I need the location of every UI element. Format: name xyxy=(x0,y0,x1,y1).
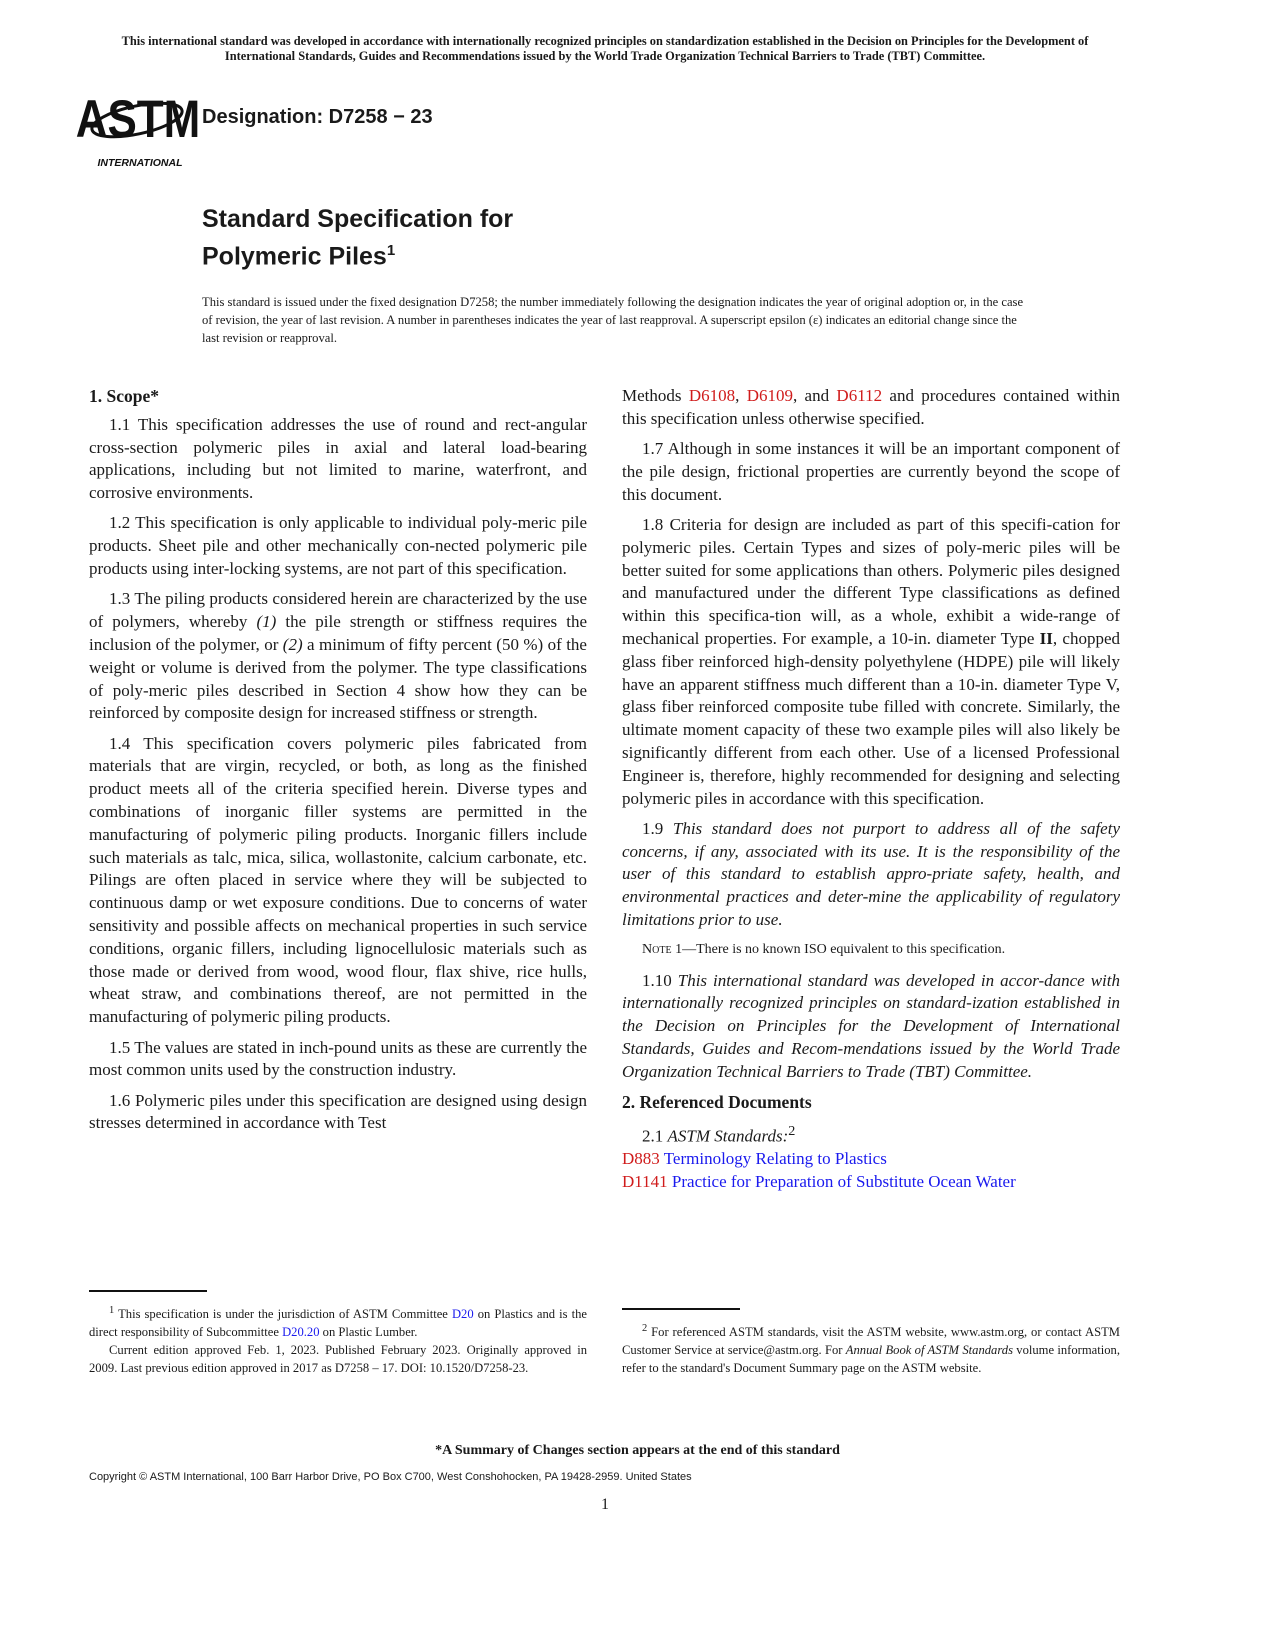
text-segment: (2) xyxy=(282,634,303,654)
text-segment: a minimum of fifty percent (50 %) of the weight or volume is derived from the polymer. The type classifications of poly-meric piles described in Section 4 show how they can be reinforced by composite design for increased stiffness or strength. xyxy=(89,634,587,723)
text-segment: 1. Scope* xyxy=(89,386,159,406)
text-segment: 1—There is no known ISO equivalent to this specification. xyxy=(671,942,1006,958)
paragraph xyxy=(622,1120,1120,1148)
text-segment: 1.1 This specification addresses the use of round and rect-angular cross-section polymeric piles in axial and lateral load-bearing applications, including but not limited to marine, waterfront, and corrosive environments. xyxy=(89,414,587,503)
logo-text: ASTM xyxy=(75,90,201,149)
reference-link[interactable]: D883 xyxy=(622,1149,660,1169)
referenced-document xyxy=(622,1148,1120,1171)
copyright: Copyright © ASTM International, 100 Barr Harbor Drive, PO Box C700, West Conshohocken, PA 19428-2959. United States xyxy=(89,1471,692,1483)
text-segment: ASTM Standards: xyxy=(667,1126,789,1146)
text-segment: 1.7 Although in some instances it will be an important component of the pile design, frictional properties are currently beyond the scope of this document. xyxy=(622,439,1120,504)
text-segment: the pile strength or stiffness requires the inclusion of the polymer, or xyxy=(89,612,587,654)
title-footnote-mark[interactable]: 1 xyxy=(386,242,396,259)
text-segment: , xyxy=(735,386,747,405)
text-segment: 1.2 This specification is only applicable to individual poly-meric pile products. Sheet pile and other mechanically con-nected polymeric pile products using inter-locking systems, are not part of this specification. xyxy=(89,513,587,579)
footnote-divider xyxy=(89,1290,207,1292)
text-segment: on Plastic Lumber. xyxy=(319,1325,418,1340)
text-segment: Methods xyxy=(622,386,689,405)
paragraph xyxy=(622,970,1120,1084)
text-segment: Note xyxy=(642,942,672,958)
paragraph xyxy=(89,1090,587,1136)
logo-subtitle: INTERNATIONAL xyxy=(97,157,183,169)
paragraph xyxy=(622,385,1120,431)
text-segment: For referenced ASTM standards, visit the ASTM website, www.astm.org, or contact ASTM Customer Service at service@astm.org. For xyxy=(622,1325,1120,1358)
text-segment: on Plastics and is the direct responsibility of Subcommittee xyxy=(89,1307,587,1340)
reference-link[interactable]: Terminology Relating to Plastics xyxy=(659,1149,887,1169)
paragraph xyxy=(622,514,1120,810)
paragraph xyxy=(89,588,587,725)
paragraph xyxy=(89,512,587,580)
reference-link[interactable]: 2 xyxy=(642,1323,648,1334)
text-segment: Annual Book of ASTM Standards xyxy=(845,1343,1013,1358)
reference-link[interactable]: D6112 xyxy=(836,386,883,405)
footnote-paragraph xyxy=(622,1320,1120,1377)
text-segment: 2.1 xyxy=(642,1126,668,1146)
referenced-document xyxy=(622,1171,1120,1194)
text-segment: and procedures contained within this specification unless otherwise specified. xyxy=(622,386,1121,428)
text-segment: 1.9 xyxy=(642,818,673,838)
reference-link[interactable]: D20.20 xyxy=(282,1325,320,1340)
reference-link[interactable]: 2 xyxy=(788,1122,796,1139)
document-title xyxy=(202,204,513,272)
astm-logo xyxy=(75,84,201,170)
footnote-paragraph xyxy=(89,1302,587,1341)
title-line-2: Polymeric Piles xyxy=(202,242,387,271)
paragraph xyxy=(89,1037,587,1083)
text-segment: Current edition approved Feb. 1, 2023. Published February 2023. Originally approved in 2009. Last previous edition approved in 2017 as D7258 – 17. DOI: 10.1520/D7258-23. xyxy=(89,1343,587,1376)
designation: Designation: D7258 − 23 xyxy=(202,106,433,128)
paragraph xyxy=(622,818,1120,932)
left-column xyxy=(89,385,587,1143)
footnote-2 xyxy=(622,1320,1120,1377)
text-segment: 1.6 Polymeric piles under this specification are designed using design stresses determined in accordance with Test xyxy=(89,1090,587,1133)
text-segment: , chopped glass fiber reinforced high-density polyethylene (HDPE) pile will likely have an apparent stiffness much different than a 10-in. diameter Type V, glass fiber reinforced composite tube filled with concrete. Similarly, the ultimate moment capacity of these two example piles will also likely be significantly different from each other. Use of a licensed Professional Engineer is, therefore, highly recommended for designing and selecting polymeric piles in accordance with this specification. xyxy=(622,628,1120,808)
footnote-paragraph xyxy=(89,1341,587,1377)
text-segment: II xyxy=(1039,628,1053,648)
text-segment: 1.10 xyxy=(642,970,678,990)
note xyxy=(622,939,1120,962)
text-segment: 1.4 This specification covers polymeric piles fabricated from materials that are virgin, recycled, or both, as long as the finished product meets all of the criteria specified herein. Diverse types and combinations of inorganic filler systems are permitted in the manufacturing of polymeric piling products. Inorganic fillers include such materials as talc, mica, silica, wollastonite, calcium carbonate, etc. Pilings are often placed in service where they will be subjected to continuous damp or wet exposure conditions. Due to concerns of water sensitivity and possible affects on mechanical properties in such service conditions, organic fillers, including lignocellulosic materials such as those made or derived from wood, wood flour, flax shive, rice hulls, wheat straw, and combinations thereof, are not permitted in the manufacturing of polymeric piling products. xyxy=(89,733,587,1027)
footnote-1 xyxy=(89,1302,587,1377)
text-segment: 1.3 The piling products considered herein are characterized by the use of polymers, whereby xyxy=(89,589,587,632)
reference-link[interactable]: 1 xyxy=(109,1305,115,1316)
section-heading xyxy=(622,1091,1120,1114)
paragraph xyxy=(89,733,587,1029)
text-segment: 2. Referenced Documents xyxy=(622,1092,812,1113)
issued-note: This standard is issued under the fixed designation D7258; the number immediately following the designation indicates the year of original adoption or, in the case of revision, the year of last revision. A number in parentheses indicates the year of last reapproval. A superscript epsilon (ε) indicates an editorial change since the last revision or reapproval. xyxy=(202,295,1024,345)
text-segment: (1) xyxy=(256,612,277,632)
text-segment: This international standard was developed in accor-dance with internationally recognized principles on standard-ization established in the Decision on Principles for the Development of International Standards, Guides and Recom-mendations issued by the World Trade Organization Technical Barriers to Trade (TBT) Committee. xyxy=(622,970,1120,1081)
paragraph xyxy=(89,414,587,505)
reference-link[interactable]: Practice for Preparation of Substitute Ocean Water xyxy=(667,1172,1016,1192)
reference-link[interactable]: D6108 xyxy=(688,386,736,405)
text-segment: 1.5 The values are stated in inch-pound units as these are currently the most common units used by the construction industry. xyxy=(89,1037,587,1080)
text-segment: This standard does not purport to address all of the safety concerns, if any, associated with its use. It is the responsibility of the user of this standard to establish appro-priate safety, health, and environmental practices and deter-mine the applicability of regulatory limitations prior to use. xyxy=(622,818,1120,930)
reference-link[interactable]: D1141 xyxy=(622,1172,668,1192)
page-number: 1 xyxy=(601,1496,609,1513)
footnote-divider xyxy=(622,1308,740,1310)
section-heading xyxy=(89,385,587,408)
header-notice: This international standard was developed in accordance with internationally recognized principles on standardization established in the Decision on Principles for the Development of International Standards, Guides and Recommendations issued by the World Trade Organization Technical Barriers to Trade (TBT) Committee. xyxy=(121,34,1089,63)
right-column xyxy=(622,385,1120,1194)
paragraph xyxy=(622,438,1120,506)
title-line-1: Standard Specification for xyxy=(202,205,514,233)
text-segment: volume information, refer to the standard's Document Summary page on the ASTM website. xyxy=(622,1343,1120,1376)
text-segment: , and xyxy=(792,386,837,405)
reference-link[interactable]: D20 xyxy=(451,1307,474,1322)
summary-note: *A Summary of Changes section appears at the end of this standard xyxy=(435,1443,840,1458)
text-segment: 1.8 Criteria for design are included as part of this specifi-cation for polymeric piles. Certain Types and sizes of poly-meric piles will be better suited for some applications than others. Polymeric piles designed and manufactured under the different Type classifications as defined within this specifica-tion will, as a whole, exhibit a wide-range of mechanical properties. For example, a 10-in. diameter Type xyxy=(622,514,1120,648)
reference-link[interactable]: D6109 xyxy=(746,386,793,405)
text-segment: This specification is under the jurisdiction of ASTM Committee xyxy=(114,1307,452,1322)
